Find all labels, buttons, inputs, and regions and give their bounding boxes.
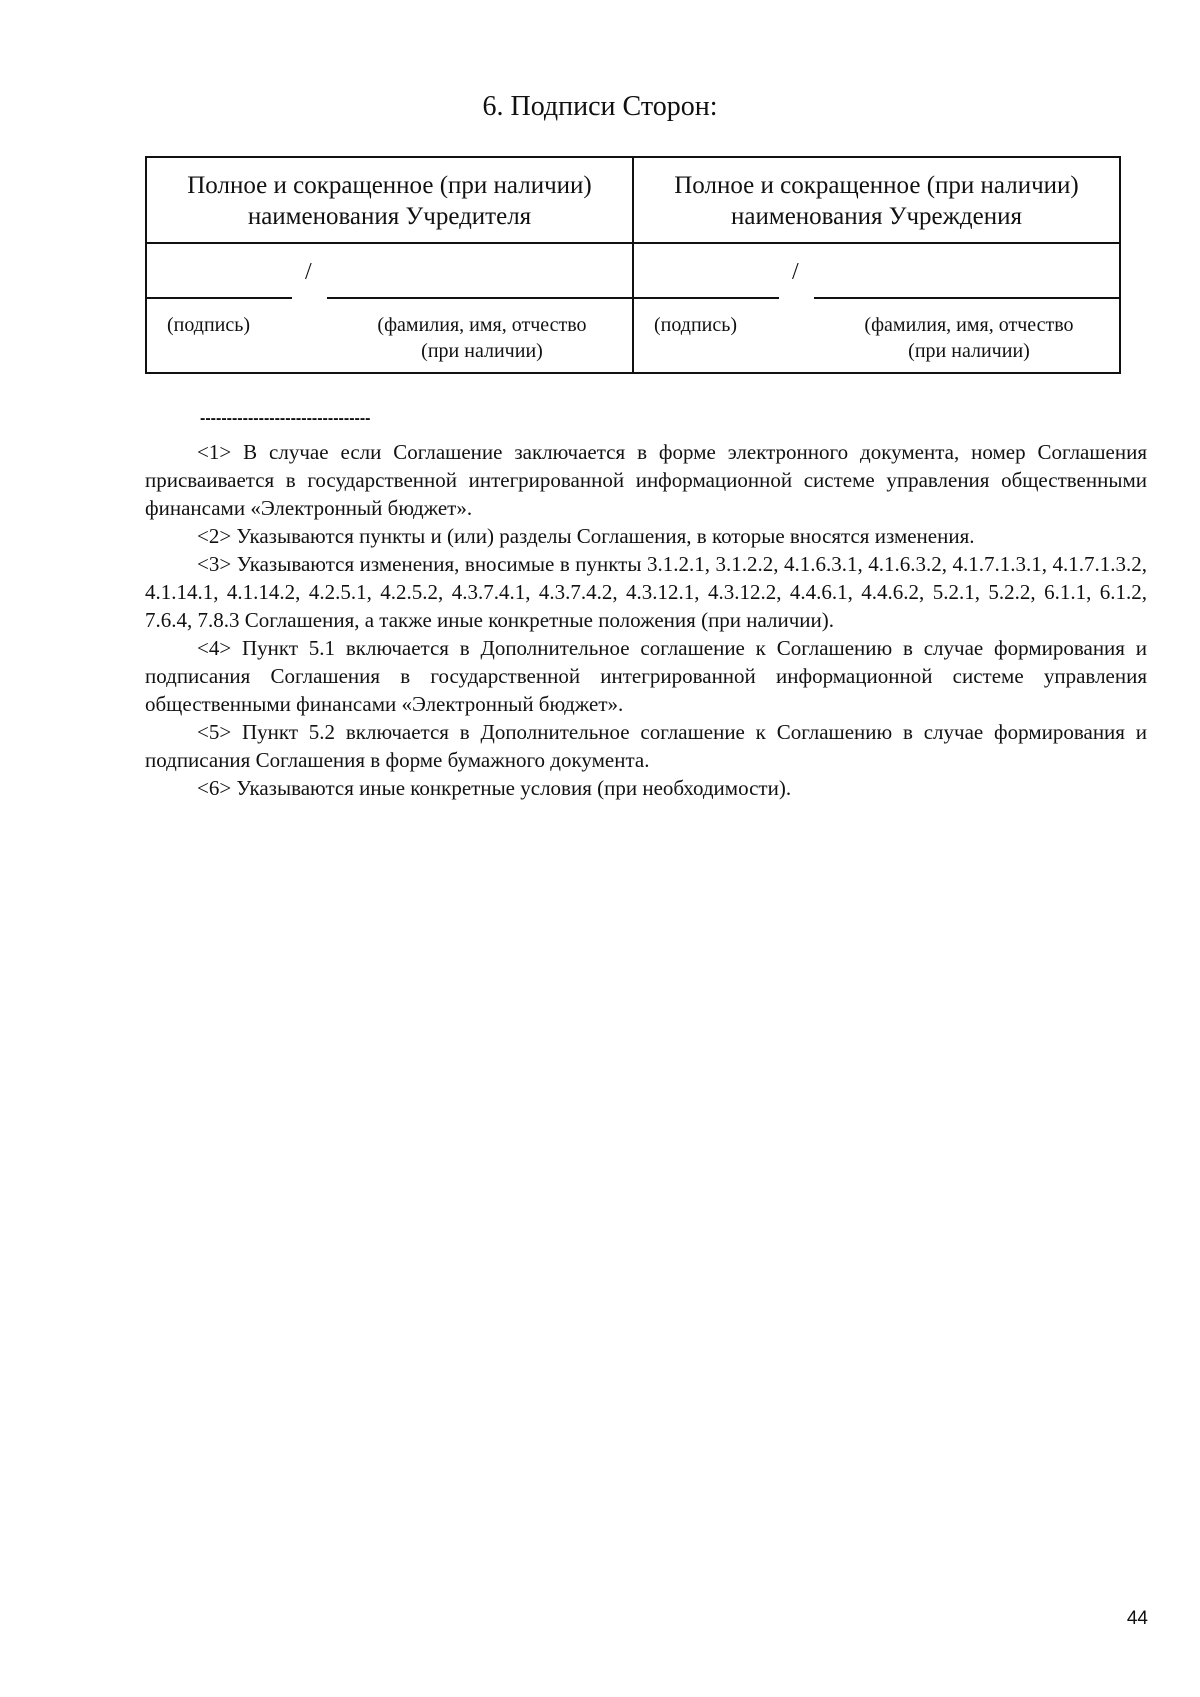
institution-name-line [814,297,1119,299]
institution-slash: / [792,259,799,285]
footnote-4: <4> Пункт 5.1 включается в Дополнительное соглашение к Соглашению в случае формирования и подписания Соглашения в государственной интегрированной информационной системе управления общественными финансами «Электронный бюджет». [145,636,1147,716]
founder-name-line [327,297,632,299]
section-title: 6. Подписи Сторон: [482,91,718,122]
founder-header-line1: Полное и сокращенное (при наличии) [187,172,592,199]
signature-column-institution [632,158,1119,372]
founder-name-caption-line1: (фамилия, имя, отчество [377,314,587,336]
footnotes [145,438,1147,802]
footnote-3: <3> Указываются изменения, вносимые в пункты 3.1.2.1, 3.1.2.2, 4.1.6.3.1, 4.1.6.3.2, 4.1.7.1.3.1, 4.1.7.1.3.2, 4.1.14.1, 4.1.14.2, 4.2.5.1, 4.2.5.2, 4.3.7.4.1, 4.3.7.4.2, 4.3.12.1, 4.3.12.2, 4.4.6.1, 4.4.6.2, 5.2.1, 5.2.2, 6.1.1, 6.1.2, 7.6.4, 7.8.3 Соглашения, а также иные конкретные положения (при наличии). [145,552,1147,632]
footnote-5: <5> Пункт 5.2 включается в Дополнительное соглашение к Соглашению в случае формирования и подписания Соглашения в форме бумажного документа. [145,720,1147,772]
footnote-1: <1> В случае если Соглашение заключается в форме электронного документа, номер Соглашения присваивается в государственной интегрированной информационной системе управления общественными финансами «Электронный бюджет». [145,440,1147,520]
founder-name-caption-line2: (при наличии) [421,340,543,362]
footnote-2: <2> Указываются пункты и (или) разделы Соглашения, в которые вносятся изменения. [197,524,975,548]
footnote-6: <6> Указываются иные конкретные условия (при необходимости). [197,776,792,800]
founder-name-caption [347,312,617,364]
institution-signature-caption: (подпись) [654,314,738,336]
founder-signature-line [147,297,292,299]
institution-header [634,158,1119,244]
institution-name-caption [834,312,1104,364]
page-number: 44 [1126,1608,1148,1629]
footnote-separator: -------------------------------- [200,410,371,427]
founder-header [147,158,632,244]
institution-name-caption-line2: (при наличии) [908,340,1030,362]
institution-header-line1: Полное и сокращенное (при наличии) [674,172,1079,199]
institution-header-line2: наименования Учреждения [731,203,1022,230]
founder-signature-caption: (подпись) [167,314,251,336]
founder-header-line2: наименования Учредителя [247,203,532,230]
signature-column-founder [147,158,632,372]
institution-signature-line [634,297,779,299]
founder-slash: / [305,259,312,285]
signatures-table [145,156,1121,374]
institution-name-caption-line1: (фамилия, имя, отчество [864,314,1074,336]
